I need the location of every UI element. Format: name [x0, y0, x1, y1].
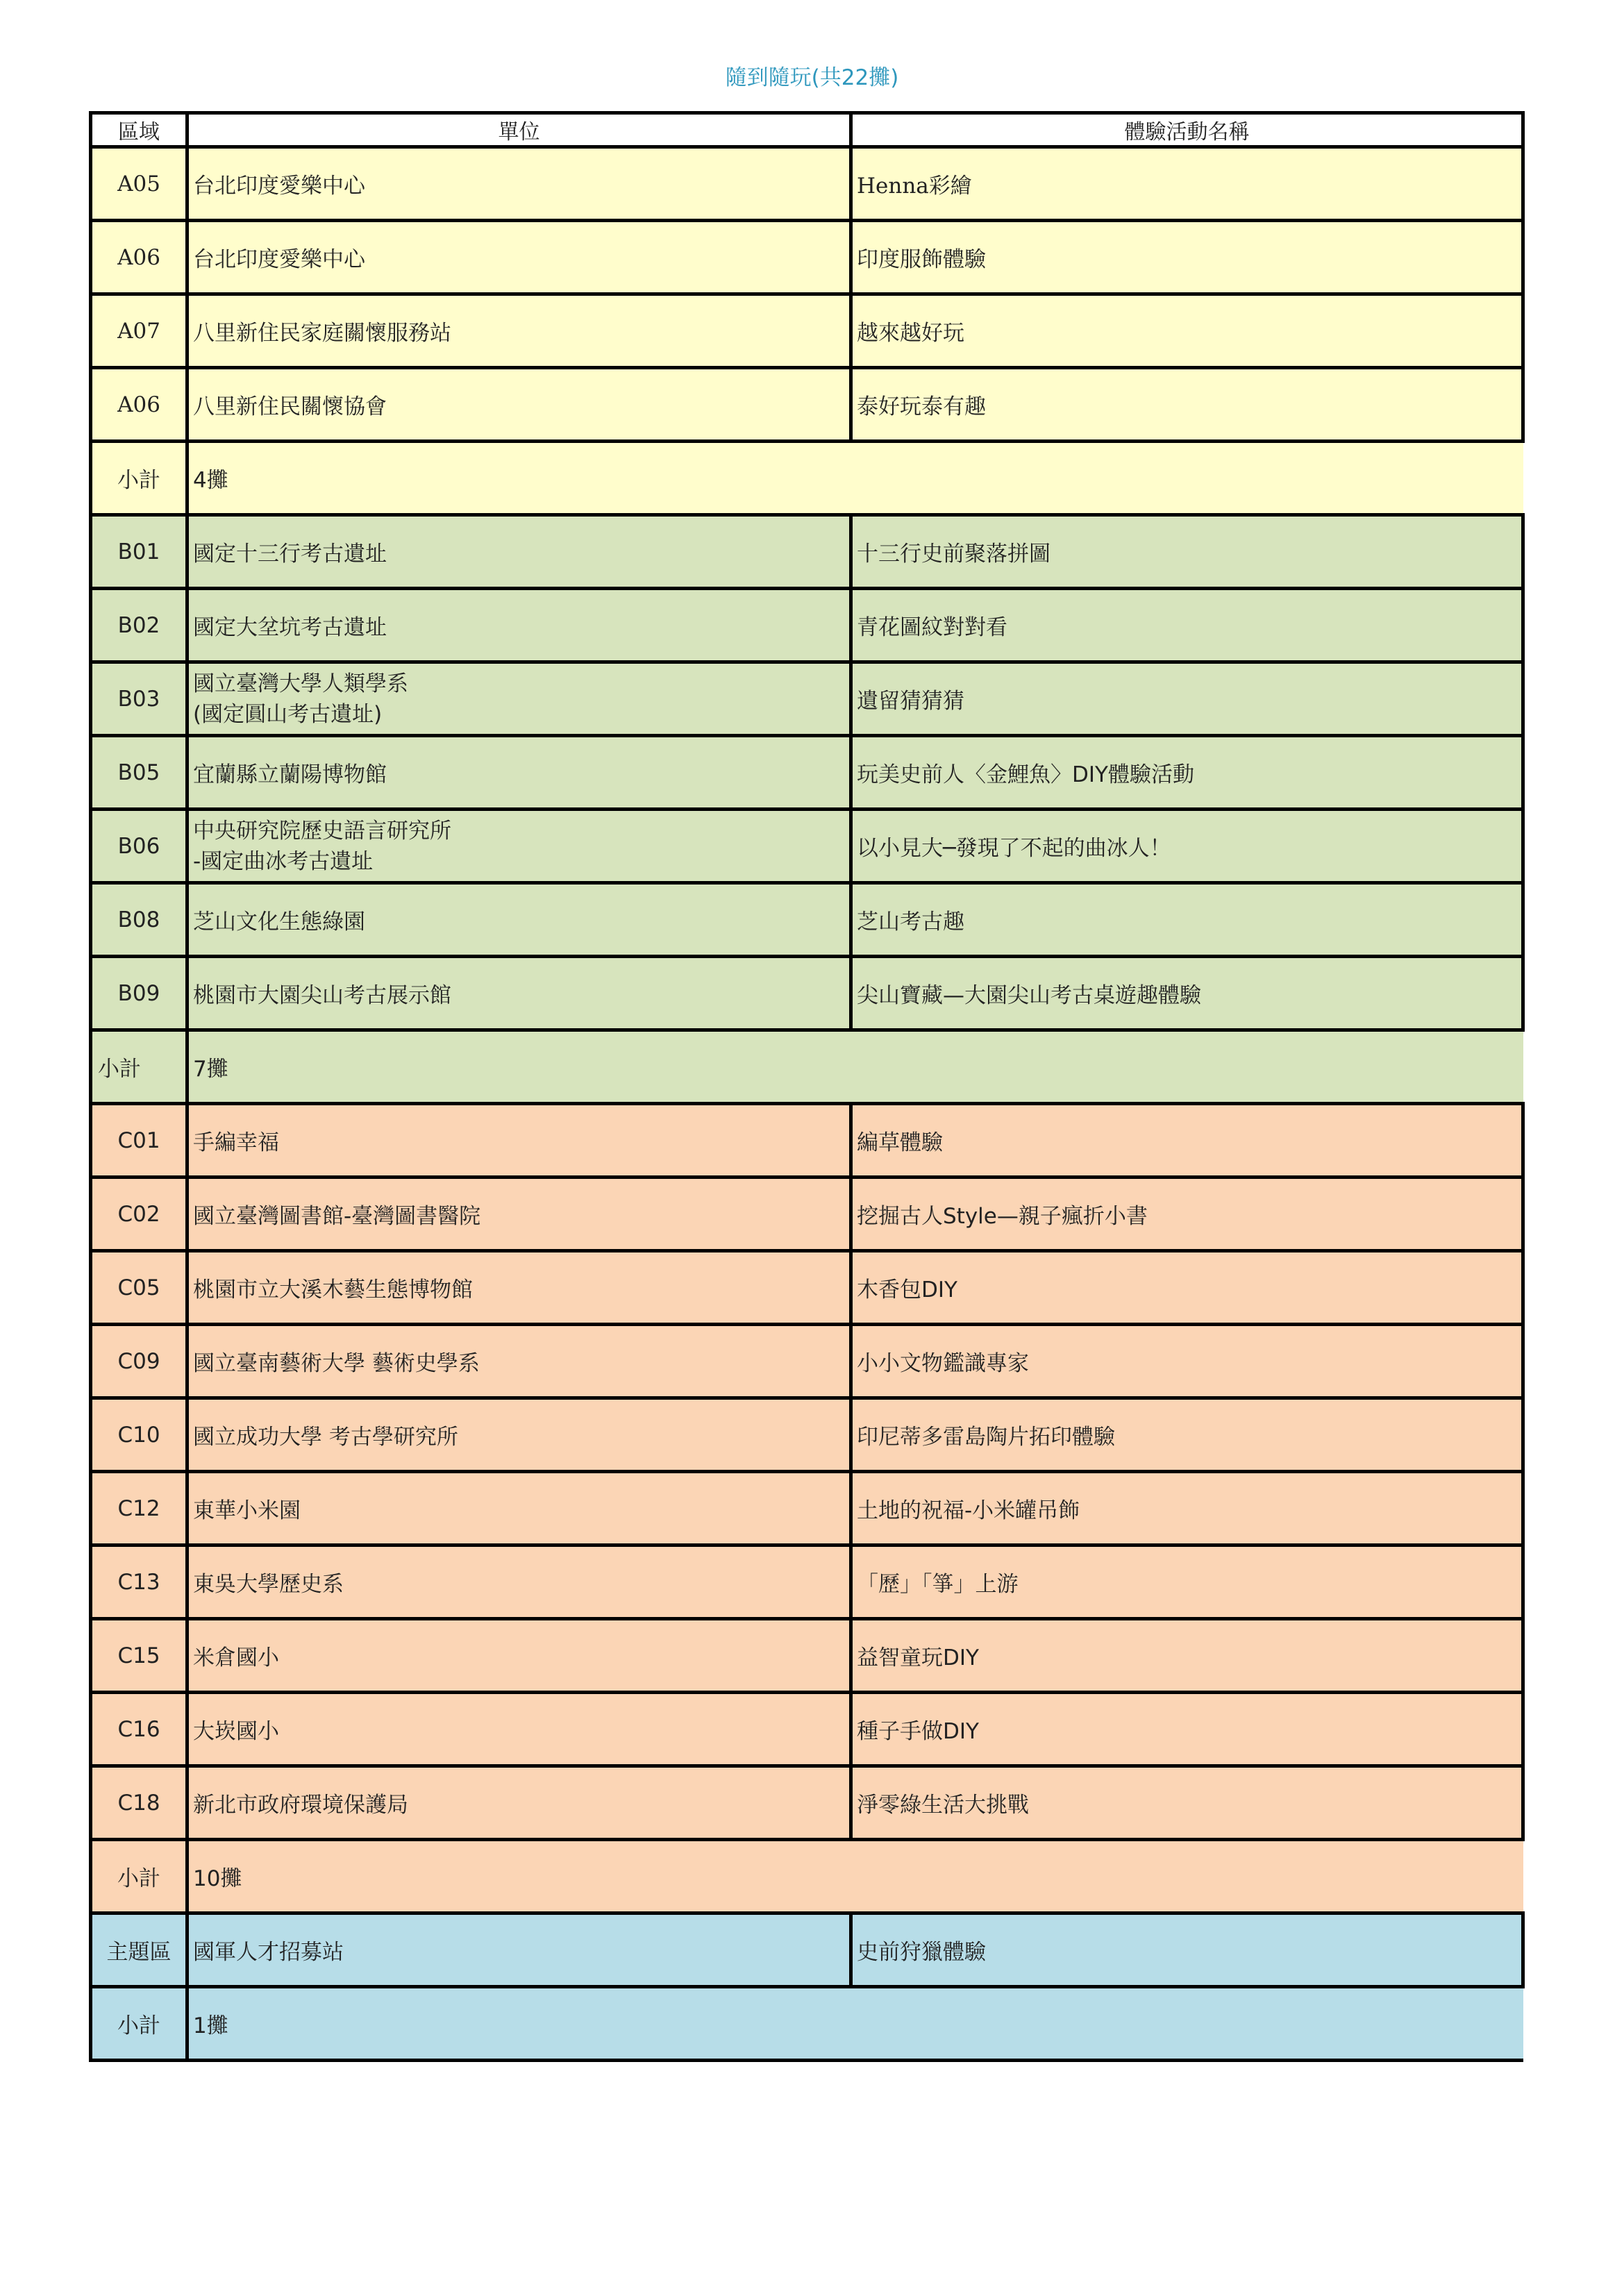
unit-name: 米倉國小	[187, 1619, 851, 1693]
unit-name: 國立臺灣圖書館-臺灣圖書醫院	[187, 1178, 851, 1251]
activity-name: 芝山考古趣	[851, 883, 1523, 957]
area-code: C13	[91, 1545, 187, 1619]
unit-name: 台北印度愛樂中心	[187, 221, 851, 294]
unit-name: 宜蘭縣立蘭陽博物館	[187, 736, 851, 810]
activity-name: 編草體驗	[851, 1104, 1523, 1178]
header-activity: 體驗活動名稱	[851, 113, 1523, 147]
table-row	[91, 1766, 1523, 1840]
subtotal-label: 小計	[91, 442, 187, 515]
table-row	[91, 1104, 1523, 1178]
table-row	[91, 1251, 1523, 1325]
table-row	[91, 1619, 1523, 1693]
area-code: B01	[91, 515, 187, 589]
table-row	[91, 957, 1523, 1030]
subtotal-value: 7攤	[187, 1030, 1523, 1104]
unit-name	[187, 810, 851, 883]
area-code: C10	[91, 1398, 187, 1472]
subtotal-row	[91, 1030, 1523, 1104]
subtotal-value: 1攤	[187, 1987, 1523, 2061]
table-row	[91, 221, 1523, 294]
activity-name: 益智童玩DIY	[851, 1619, 1523, 1693]
area-code: C16	[91, 1693, 187, 1766]
table-header-row	[91, 113, 1523, 147]
page-title: 隨到隨玩(共22攤)	[725, 65, 899, 90]
activity-name: 「歷」「箏」上游	[851, 1545, 1523, 1619]
subtotal-row	[91, 1840, 1523, 1913]
unit-name: 桃園市大園尖山考古展示館	[187, 957, 851, 1030]
table-row	[91, 662, 1523, 736]
unit-name	[187, 662, 851, 736]
activity-name: 尖山寶藏—大園尖山考古桌遊趣體驗	[851, 957, 1523, 1030]
activity-name: 越來越好玩	[851, 294, 1523, 368]
subtotal-value: 4攤	[187, 442, 1523, 515]
table-row	[91, 1693, 1523, 1766]
activity-name: 青花圖紋對對看	[851, 589, 1523, 662]
area-code: C15	[91, 1619, 187, 1693]
table-row	[91, 1472, 1523, 1545]
header-area: 區域	[91, 113, 187, 147]
unit-name: 國定大坌坑考古遺址	[187, 589, 851, 662]
unit-name: 大崁國小	[187, 1693, 851, 1766]
unit-name: 手編幸福	[187, 1104, 851, 1178]
unit-name-line2: -國定曲冰考古遺址	[193, 848, 374, 874]
activity-name: 玩美史前人〈金鯉魚〉DIY體驗活動	[851, 736, 1523, 810]
activity-name: Henna彩繪	[851, 147, 1523, 221]
unit-name: 國定十三行考古遺址	[187, 515, 851, 589]
unit-name: 桃園市立大溪木藝生態博物館	[187, 1251, 851, 1325]
area-code: B06	[91, 810, 187, 883]
header-unit: 單位	[187, 113, 851, 147]
unit-name-line1: 國立臺灣大學人類學系	[193, 671, 408, 696]
unit-name: 東吳大學歷史系	[187, 1545, 851, 1619]
unit-name: 東華小米園	[187, 1472, 851, 1545]
area-code: A06	[91, 368, 187, 442]
table-row	[91, 810, 1523, 883]
area-code: A07	[91, 294, 187, 368]
activity-name: 史前狩獵體驗	[851, 1913, 1523, 1987]
unit-name: 八里新住民關懷協會	[187, 368, 851, 442]
activity-name: 印度服飾體驗	[851, 221, 1523, 294]
area-code: B08	[91, 883, 187, 957]
subtotal-row	[91, 442, 1523, 515]
subtotal-label: 小計	[91, 1987, 187, 2061]
area-code: C01	[91, 1104, 187, 1178]
booth-table	[89, 111, 1525, 2062]
area-code: C05	[91, 1251, 187, 1325]
table-row	[91, 1913, 1523, 1987]
unit-name: 台北印度愛樂中心	[187, 147, 851, 221]
activity-name: 以小見大─發現了不起的曲冰人！	[851, 810, 1523, 883]
area-code: C09	[91, 1325, 187, 1398]
activity-name: 淨零綠生活大挑戰	[851, 1766, 1523, 1840]
unit-name: 芝山文化生態綠園	[187, 883, 851, 957]
subtotal-row	[91, 1987, 1523, 2061]
table-row	[91, 294, 1523, 368]
table-row	[91, 1325, 1523, 1398]
table-row	[91, 883, 1523, 957]
table-row	[91, 1398, 1523, 1472]
activity-name: 挖掘古人Style—親子瘋折小書	[851, 1178, 1523, 1251]
subtotal-label: 小計	[91, 1840, 187, 1913]
table-row	[91, 589, 1523, 662]
subtotal-label: 小計	[91, 1030, 187, 1104]
subtotal-value: 10攤	[187, 1840, 1523, 1913]
table-row	[91, 736, 1523, 810]
activity-name: 印尼蒂多雷島陶片拓印體驗	[851, 1398, 1523, 1472]
area-code: A06	[91, 221, 187, 294]
area-code: B09	[91, 957, 187, 1030]
activity-name: 泰好玩泰有趣	[851, 368, 1523, 442]
table-row	[91, 1178, 1523, 1251]
activity-name: 遺留猜猜猜	[851, 662, 1523, 736]
area-code: 主題區	[91, 1913, 187, 1987]
table-row	[91, 515, 1523, 589]
table-row	[91, 147, 1523, 221]
unit-name-line1: 中央研究院歷史語言研究所	[193, 818, 451, 844]
area-code: C18	[91, 1766, 187, 1840]
table-row	[91, 1545, 1523, 1619]
activity-name: 十三行史前聚落拼圖	[851, 515, 1523, 589]
area-code: C02	[91, 1178, 187, 1251]
unit-name: 國軍人才招募站	[187, 1913, 851, 1987]
activity-name: 土地的祝福-小米罐吊飾	[851, 1472, 1523, 1545]
unit-name: 新北市政府環境保護局	[187, 1766, 851, 1840]
table-row	[91, 368, 1523, 442]
area-code: A05	[91, 147, 187, 221]
activity-name: 小小文物鑑識專家	[851, 1325, 1523, 1398]
area-code: C12	[91, 1472, 187, 1545]
unit-name-line2: (國定圓山考古遺址)	[193, 701, 383, 727]
activity-name: 木香包DIY	[851, 1251, 1523, 1325]
unit-name: 八里新住民家庭關懷服務站	[187, 294, 851, 368]
unit-name: 國立臺南藝術大學 藝術史學系	[187, 1325, 851, 1398]
area-code: B02	[91, 589, 187, 662]
area-code: B03	[91, 662, 187, 736]
area-code: B05	[91, 736, 187, 810]
unit-name: 國立成功大學 考古學研究所	[187, 1398, 851, 1472]
activity-name: 種子手做DIY	[851, 1693, 1523, 1766]
